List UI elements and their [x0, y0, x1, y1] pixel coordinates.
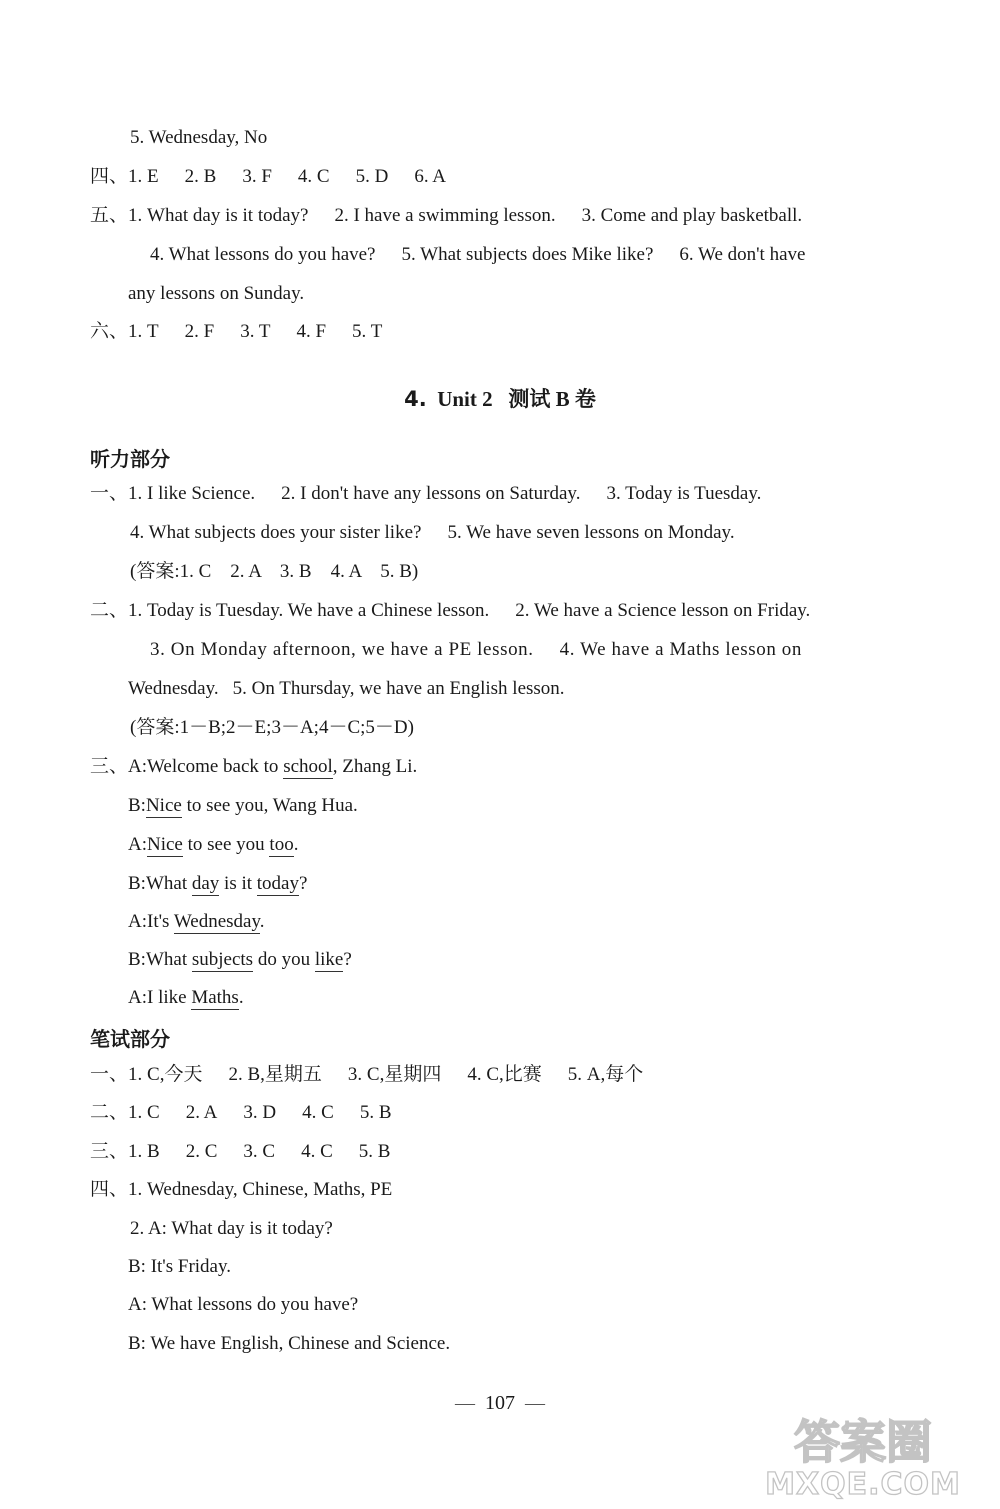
answer-item: 5. A,每个 — [567, 1064, 644, 1085]
filled-blank: Wednesday — [173, 911, 260, 932]
speaker: A: — [128, 911, 147, 932]
answer-item: Wednesday. — [128, 678, 219, 699]
answer-item: 1. Wednesday, Chinese, Maths, PE — [128, 1179, 393, 1200]
written-4-line-4: A: What lessons do you have? — [128, 1294, 359, 1315]
dialog-line — [128, 986, 244, 1010]
answer-item: 2. B — [184, 166, 217, 187]
answer-item: 5. On Thursday, we have an English lesson. — [232, 678, 565, 699]
answer-item: 1. Today is Tuesday. We have a Chinese lesson. — [128, 600, 490, 621]
answer-item: 5. What subjects does Mike like? — [401, 244, 654, 265]
answer-item: 5. We have seven lessons on Monday. — [447, 522, 735, 543]
filled-blank: day — [191, 873, 220, 894]
answer-item: 4. F — [296, 321, 327, 342]
dialog-text: It's — [147, 911, 174, 932]
filled-blank: school — [283, 756, 333, 777]
listening-heading: 听力部分 — [90, 447, 170, 471]
section-label: 二、 — [90, 600, 129, 621]
filled-blank: Nice — [145, 795, 182, 816]
listening-1-line-2 — [130, 521, 735, 545]
answer-item: 6. A — [414, 166, 446, 187]
filled-blank: like — [314, 949, 344, 970]
section-title — [0, 383, 1000, 413]
written-4-line-5: B: We have English, Chinese and Science. — [128, 1333, 451, 1354]
answer-item: 4. What lessons do you have? — [150, 244, 376, 265]
dialog-text: to see you — [182, 834, 270, 855]
answer-item: 3. On Monday afternoon, we have a PE lesson. — [150, 639, 534, 660]
watermark-logo — [738, 1406, 988, 1501]
dialog-line — [90, 755, 417, 779]
filled-blank: today — [256, 873, 299, 894]
answer-item: 1. C,今天 — [128, 1064, 203, 1085]
section-label: 六、 — [90, 321, 129, 342]
answer-item: 4. C — [301, 1141, 333, 1162]
written-3-answers — [90, 1140, 390, 1164]
answer-line: 5. Wednesday, No — [130, 127, 268, 148]
dialog-text: is it — [219, 873, 257, 894]
section-label: 四、 — [90, 166, 129, 187]
section-label: 三、 — [90, 756, 129, 777]
speaker: B: — [128, 795, 146, 816]
dialog-text: ? — [299, 873, 308, 894]
answer-item: 2. F — [184, 321, 215, 342]
dialog-text: Welcome back to — [147, 756, 284, 777]
dialog-text: ? — [343, 949, 352, 970]
answer-item: 4. C — [297, 166, 330, 187]
filled-blank: too — [269, 834, 294, 855]
answer-item: 3. Today is Tuesday. — [606, 483, 762, 504]
dialog-line — [128, 833, 298, 857]
page-number-value: 107 — [485, 1392, 515, 1414]
dialog-text: What — [145, 873, 192, 894]
svg-text:答案圈: 答案圈 — [794, 1415, 932, 1469]
filled-blank: subjects — [191, 949, 254, 970]
listening-2-line-3 — [128, 677, 565, 701]
dialog-line — [128, 910, 264, 934]
page-number: — 107 — — [455, 1392, 545, 1414]
answer-item: 2. C — [185, 1141, 218, 1162]
written-2-answers — [90, 1101, 392, 1125]
answer-item: 1. What day is it today? — [128, 205, 309, 226]
answer-item: 4. C — [302, 1102, 334, 1123]
speaker: A: — [128, 987, 147, 1008]
listening-2-line-2 — [150, 638, 802, 662]
dialog-text: What — [145, 949, 192, 970]
title-number: 4. — [404, 387, 427, 411]
dialog-text: . — [293, 834, 299, 855]
answer-item: 5. T — [352, 321, 383, 342]
title-unit: Unit 2 — [437, 387, 493, 411]
listening-1-line-1 — [90, 482, 761, 506]
answer-item: 4. C,比赛 — [467, 1064, 542, 1085]
title-test-name: 测试 B 卷 — [508, 387, 596, 411]
dialog-text: . — [238, 987, 244, 1008]
section-label: 四、 — [90, 1179, 129, 1200]
answer-item: 1. C — [128, 1102, 160, 1123]
listening-2-line-1 — [90, 599, 810, 623]
section-5-line-2 — [150, 243, 805, 267]
answer-item: 2. A — [185, 1102, 218, 1123]
answer-item: 5. B — [358, 1141, 391, 1162]
answer-item: 3. F — [242, 166, 272, 187]
section-label: 二、 — [90, 1102, 129, 1123]
answer-item: 1. T — [128, 321, 159, 342]
written-4-line-2: 2. A: What day is it today? — [130, 1218, 333, 1239]
answer-item: 2. We have a Science lesson on Friday. — [515, 600, 811, 621]
filled-blank: Maths — [191, 987, 239, 1008]
section-label: 一、 — [90, 483, 129, 504]
answer-item: 6. We don't have — [679, 244, 806, 265]
dialog-text: , Zhang Li. — [332, 756, 418, 777]
dialog-text: . — [259, 911, 265, 932]
written-4-line-3: B: It's Friday. — [128, 1256, 231, 1277]
written-1-answers — [90, 1063, 643, 1087]
answer-item: 3. T — [240, 321, 271, 342]
dialog-text: do you — [253, 949, 315, 970]
section-6-answers — [90, 320, 382, 344]
answer-item: 1. I like Science. — [128, 483, 256, 504]
speaker: A: — [128, 834, 147, 855]
section-label: 五、 — [90, 205, 129, 226]
dialog-text: I like — [147, 987, 192, 1008]
answer-item: 3. C,星期四 — [347, 1064, 442, 1085]
answer-item: 5. D — [355, 166, 389, 187]
answer-item: 1. E — [128, 166, 159, 187]
dialog-line — [128, 872, 307, 896]
section-5-line-3: any lessons on Sunday. — [128, 283, 305, 304]
speaker: A: — [128, 756, 148, 777]
written-4-line-1 — [90, 1178, 392, 1202]
answer-item: 2. B,星期五 — [228, 1064, 322, 1085]
listening-2-key: (答案:1－B;2－E;3－A;4－C;5－D) — [130, 717, 414, 738]
section-label: 三、 — [90, 1141, 129, 1162]
answer-item: 4. We have a Maths lesson on — [559, 639, 802, 660]
answer-item: 2. I have a swimming lesson. — [334, 205, 556, 226]
answer-item: 3. C — [243, 1141, 276, 1162]
answer-item: 5. B — [359, 1102, 392, 1123]
speaker: B: — [128, 949, 146, 970]
written-heading: 笔试部分 — [90, 1027, 170, 1051]
dialog-line — [128, 794, 358, 818]
svg-text:MXQE.COM: MXQE.COM — [765, 1467, 961, 1501]
answer-item: 3. Come and play basketball. — [581, 205, 803, 226]
speaker: B: — [128, 873, 146, 894]
dialog-line — [128, 948, 352, 972]
section-label: 一、 — [90, 1064, 129, 1085]
answer-item: 1. B — [128, 1141, 160, 1162]
filled-blank: Nice — [147, 834, 183, 855]
dialog-text: to see you, Wang Hua. — [181, 795, 358, 816]
answer-item: 3. D — [243, 1102, 277, 1123]
section-5-line-1 — [90, 204, 802, 228]
answer-item: 4. What subjects does your sister like? — [130, 522, 422, 543]
listening-1-key: (答案:1. C 2. A 3. B 4. A 5. B) — [130, 561, 419, 582]
answer-item: 2. I don't have any lessons on Saturday. — [281, 483, 581, 504]
section-4-answers — [90, 165, 446, 189]
